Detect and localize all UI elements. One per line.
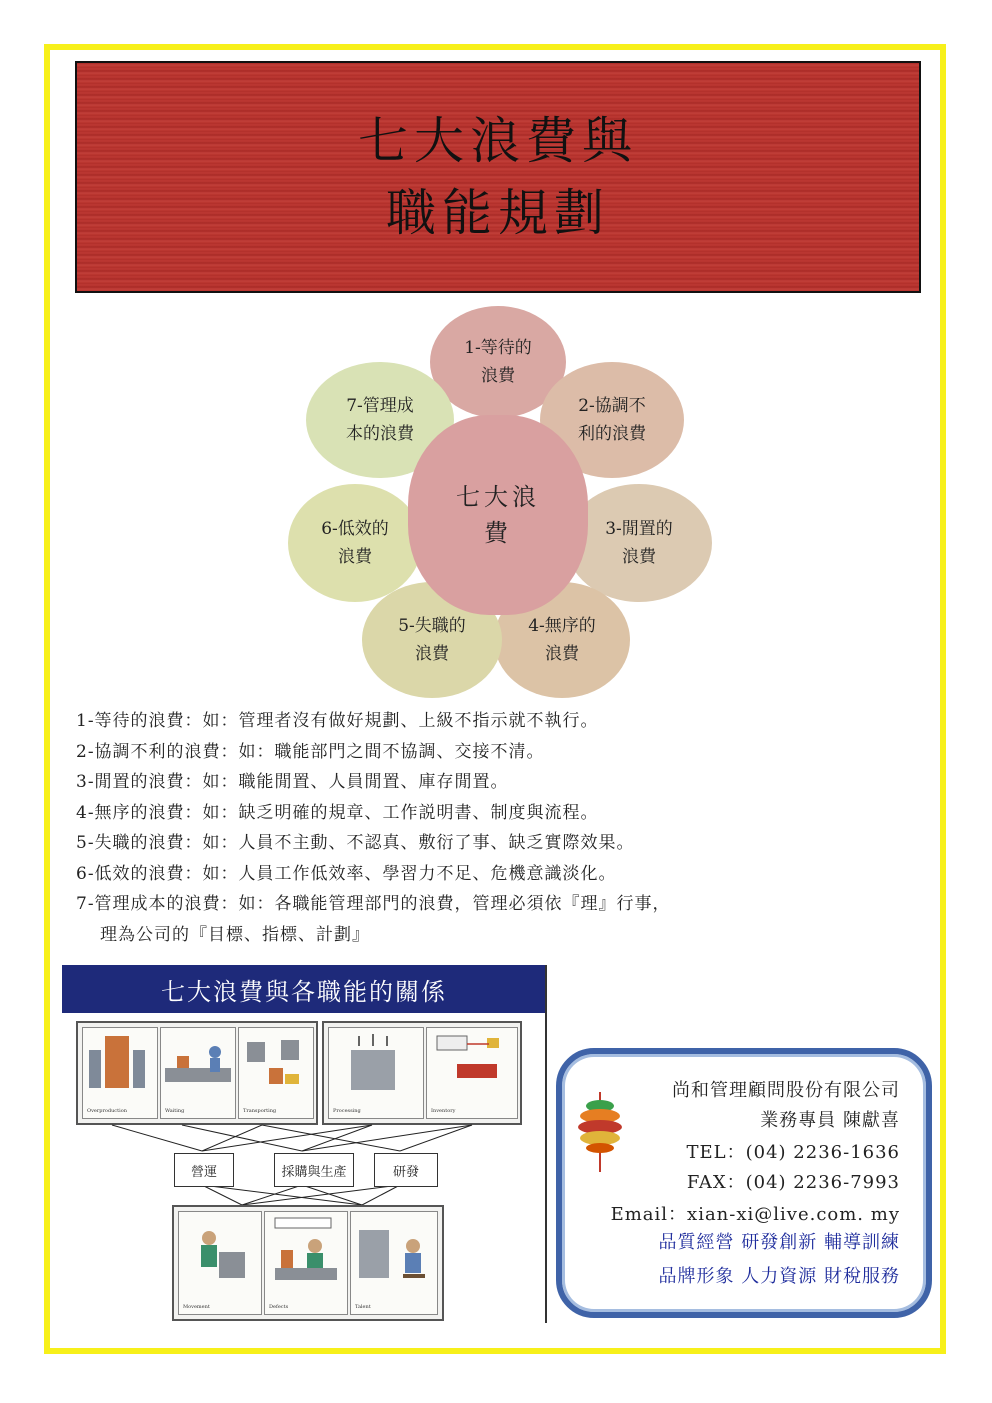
caption-waiting: Waiting [165,1108,185,1114]
waste-item-2-line1: 2-協調不 [578,396,646,416]
waste-item-3-line1: 3-閒置的 [605,519,673,539]
relation-header: 七大浪費與各職能的關係 [62,965,546,1013]
email-address: Email：xian-xi@live.com. my [610,1204,900,1225]
desc-line: 3-閒置的浪費：如：職能閒置、人員閒置、庫存閒置。 [76,772,509,792]
waste-item-3-line2: 浪費 [622,547,656,567]
caption-movement: Movement [183,1304,210,1310]
waste-illustration-panel-bottom [172,1205,444,1321]
desc-line: 1-等待的浪費：如：管理者沒有做好規劃、上級不指示就不執行。 [76,711,599,731]
waste-item-7-line1: 7-管理成 [346,396,414,416]
waste-item-5-line1: 5-失職的 [398,616,466,636]
defects-worker-icon [265,1212,347,1296]
waste-descriptions [76,706,671,950]
desc-line: 6-低效的浪費：如：人員工作低效率、學習力不足、危機意識淡化。 [76,863,617,884]
waste-item-6-line2: 浪費 [338,547,372,567]
waste-center-line1: 七大浪 [456,483,540,511]
title-line-1: 七大浪費與 [358,112,638,170]
caption-processing: Processing [333,1108,361,1114]
desc-line: 理為公司的『目標、指標、計劃』 [100,924,370,945]
worker-searching-icon [179,1212,261,1296]
sales-rep: 業務專員 陳獻喜 [760,1110,900,1131]
waste-item-1-line2: 浪費 [481,366,515,386]
waste-center-line2: 費 [484,519,512,547]
caption-overproduction: Overproduction [87,1108,127,1114]
function-purchasing-production: 採購與生產 [274,1153,354,1187]
company-logo-icon [576,1092,624,1172]
fax-number: FAX：(04) 2236-7993 [686,1172,900,1193]
tel-number: TEL：(04) 2236-1636 [686,1142,900,1163]
desc-line: 2-協調不利的浪費：如：職能部門之間不協調、交接不清。 [76,741,545,762]
caption-inventory: Inventory [431,1108,456,1114]
waste-item-4-line2: 浪費 [545,644,579,664]
contact-card [556,1048,932,1318]
illustration-movement [178,1211,262,1315]
illustration-talent [350,1211,438,1315]
caption-transporting: Transporting [243,1108,277,1114]
waste-item-6-line1: 6-低效的 [321,519,389,539]
function-rnd: 研發 [374,1153,438,1187]
function-operations: 營運 [174,1153,234,1187]
waste-item-5-line2: 浪費 [415,644,449,664]
title-banner [75,61,921,293]
caption-talent: Talent [355,1304,371,1310]
waste-item-2-line2: 利的浪費 [578,424,646,444]
title-line-2: 職能規劃 [386,184,610,242]
services-line-2: 品牌形象 人力資源 財稅服務 [658,1266,900,1287]
relation-figure [62,965,548,1325]
company-name: 尚和管理顧問股份有限公司 [672,1080,900,1101]
waste-item-4-line1: 4-無序的 [528,616,596,636]
desc-line: 5-失職的浪費：如：人員不主動、不認真、敷衍了事、缺乏實際效果。 [76,833,635,853]
services-line-1: 品質經營 研發創新 輔導訓練 [658,1232,900,1253]
waste-item-6 [288,484,422,602]
illustration-defects [264,1211,348,1315]
desc-line: 7-管理成本的浪費：如：各職能管理部門的浪費，管理必須依『理』行事， [76,894,671,914]
desc-line: 4-無序的浪費：如：缺乏明確的規章、工作説明書、制度與流程。 [76,802,599,823]
caption-defects: Defects [269,1304,289,1310]
idle-talent-icon [351,1212,437,1296]
waste-item-1-line1: 1-等待的 [464,338,532,358]
waste-item-7-line2: 本的浪費 [346,424,414,444]
waste-center [408,415,588,615]
